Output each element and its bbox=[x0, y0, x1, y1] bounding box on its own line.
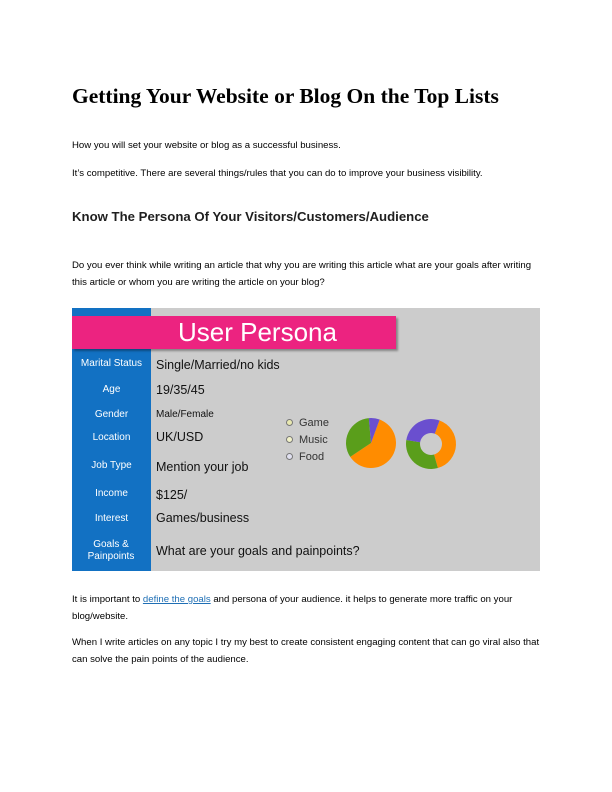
page-title: Getting Your Website or Blog On the Top Lists bbox=[72, 84, 499, 108]
persona-label-location: Location bbox=[92, 432, 131, 443]
persona-label-goals: Goals & Painpoints bbox=[87, 539, 135, 562]
persona-title: User Persona bbox=[178, 317, 337, 347]
persona-label-marital: Marital Status bbox=[80, 358, 143, 369]
intro-paragraph-2: It’s competitive. There are several things/rules that you can do to improve your business visibility. bbox=[72, 168, 483, 179]
persona-banner bbox=[72, 316, 396, 349]
legend-dot-icon bbox=[286, 419, 293, 426]
persona-value-age: 19/35/45 bbox=[156, 383, 205, 397]
intro-paragraph-1: How you will set your website or blog as a successful business. bbox=[72, 140, 341, 151]
legend-dot-icon bbox=[286, 436, 293, 443]
persona-label-interest: Interest bbox=[94, 513, 129, 524]
persona-value-job: Mention your job bbox=[156, 460, 249, 474]
goals-paragraph: It is important to define the goals and persona of your audience. it helps to generate more traffic on your blog/website. bbox=[72, 594, 513, 622]
persona-label-income: Income bbox=[95, 488, 128, 499]
persona-value-goals: What are your goals and painpoints? bbox=[156, 544, 360, 558]
donut-chart bbox=[405, 418, 457, 470]
persona-value-marital: Single/Married/no kids bbox=[156, 358, 280, 372]
persona-label-gender: Gender bbox=[94, 409, 129, 420]
persona-label-job: Job Type bbox=[91, 460, 132, 471]
persona-label-age: Age bbox=[102, 384, 121, 395]
persona-value-interest: Games/business bbox=[156, 511, 250, 525]
persona-value-location: UK/USD bbox=[156, 430, 204, 444]
legend-dot-icon bbox=[286, 453, 293, 460]
legend-item-game: Game bbox=[286, 417, 329, 429]
legend-item-food: Food bbox=[286, 451, 324, 463]
pie-chart bbox=[345, 417, 397, 469]
donut-hole bbox=[420, 433, 442, 455]
legend-item-music: Music bbox=[286, 434, 328, 446]
question-paragraph: Do you ever think while writing an article that why you are writing this article what are your goals after writing this article or whom you are writing the article on your blog? bbox=[72, 260, 532, 288]
persona-value-gender: Male/Female bbox=[156, 409, 214, 420]
closing-paragraph: When I write articles on any topic I try my best to create consistent engaging content that can go viral also that can solve the pain points of the audience. bbox=[72, 637, 540, 665]
persona-value-income: $125/ bbox=[156, 488, 188, 502]
section-heading: Know The Persona Of Your Visitors/Customers/Audience bbox=[72, 209, 429, 224]
define-goals-link[interactable]: define the goals bbox=[142, 594, 211, 605]
user-persona-graphic bbox=[72, 308, 540, 571]
